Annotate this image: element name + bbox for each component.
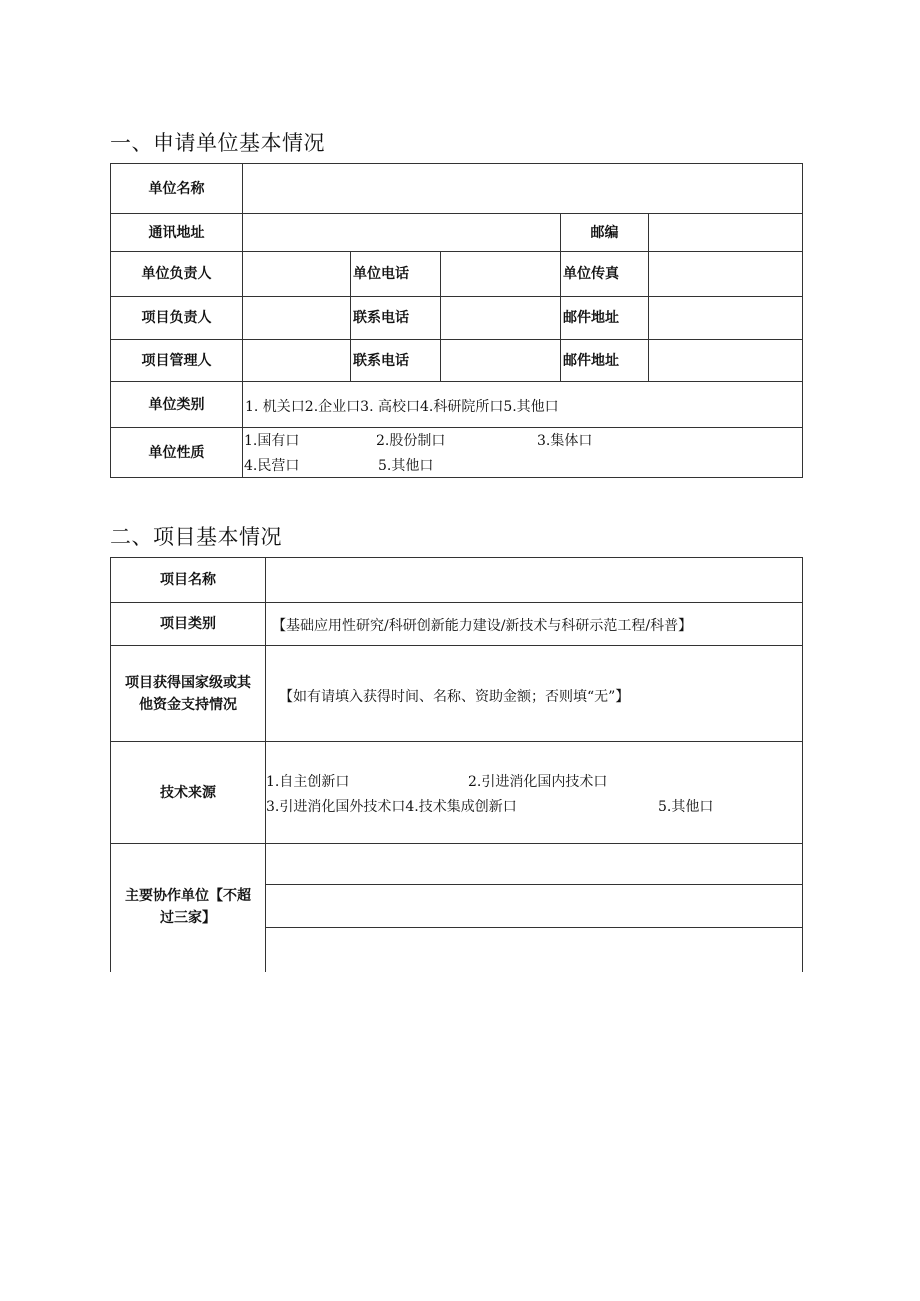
unit-phone-field[interactable] — [441, 252, 560, 296]
tech-source-option[interactable]: 3.引进消化国外技术口4.技术集成创新口 — [266, 799, 517, 815]
table1-line — [110, 477, 803, 478]
partners-label-line: 过三家】 — [160, 910, 216, 926]
partner-field[interactable] — [266, 844, 802, 884]
unit-nature-option[interactable]: 1.国有口 — [244, 433, 300, 449]
section2-title: 二、项目基本情况 — [110, 525, 282, 549]
table1-line — [350, 251, 351, 382]
project-head-field[interactable] — [243, 297, 350, 339]
partners-label-line: 主要协作单位【不超 — [125, 888, 251, 904]
project-manager-email-label: 邮件地址 — [563, 352, 619, 369]
unit-nature-option[interactable]: 3.集体口 — [537, 433, 593, 449]
project-name-label: 项目名称 — [160, 572, 216, 588]
tech-source-label: 技术来源 — [160, 784, 216, 801]
unit-head-field[interactable] — [243, 252, 350, 296]
unit-nature-option[interactable]: 4.民营口 — [244, 458, 300, 474]
address-field[interactable] — [243, 214, 560, 251]
partner-field[interactable] — [266, 885, 802, 927]
unit-category-label: 单位类别 — [148, 396, 205, 413]
section1-title: 一、申请单位基本情况 — [110, 131, 325, 155]
address-label: 通讯地址 — [148, 224, 205, 241]
unit-name-label: 单位名称 — [148, 180, 205, 197]
project-head-email-label: 邮件地址 — [563, 310, 619, 326]
project-head-phone-label: 联系电话 — [353, 310, 409, 326]
project-head-label: 项目负责人 — [141, 310, 212, 326]
project-manager-phone-field[interactable] — [441, 340, 560, 381]
project-name-field[interactable] — [266, 558, 802, 602]
project-head-phone-field[interactable] — [441, 297, 560, 339]
tech-source-option[interactable]: 1.自主创新口 — [266, 774, 350, 790]
unit-nature-label: 单位性质 — [148, 444, 205, 461]
table2-line — [802, 557, 803, 972]
tech-source-option[interactable]: 5.其他口 — [658, 799, 714, 815]
funding-value[interactable]: 【如有请填入获得时间、名称、资助金额；否则填“无”】 — [279, 689, 630, 705]
funding-label-line: 项目获得国家级或其 — [125, 674, 251, 691]
project-manager-email-field[interactable] — [649, 340, 802, 381]
unit-name-field[interactable] — [243, 164, 802, 213]
postcode-label: 邮编 — [590, 224, 619, 241]
unit-head-label: 单位负责人 — [141, 266, 212, 282]
partner-field[interactable] — [266, 928, 802, 972]
project-head-email-field[interactable] — [649, 297, 802, 339]
project-category-value[interactable]: 【基础应用性研究/科研创新能力建设/新技术与科研示范工程/科普】 — [272, 618, 693, 634]
project-manager-phone-label: 联系电话 — [353, 352, 409, 369]
funding-label — [111, 646, 265, 741]
unit-nature-option[interactable]: 2.股份制口 — [376, 433, 446, 449]
postcode-field[interactable] — [649, 214, 802, 251]
unit-fax-label: 单位传真 — [563, 266, 619, 282]
unit-phone-label: 单位电话 — [353, 266, 409, 282]
project-category-label: 项目类别 — [160, 616, 216, 632]
tech-source-option[interactable]: 2.引进消化国内技术口 — [468, 774, 608, 790]
table1-line — [802, 163, 803, 478]
unit-fax-field[interactable] — [649, 252, 802, 296]
project-manager-field[interactable] — [243, 340, 350, 381]
funding-label-line: 他资金支持情况 — [139, 696, 237, 713]
partners-label — [111, 844, 265, 972]
unit-category-options[interactable]: 1. 机关口2.企业口3. 高校口4.科研院所口5.其他口 — [245, 399, 559, 415]
unit-nature-option[interactable]: 5.其他口 — [378, 458, 434, 474]
project-manager-label: 项目管理人 — [141, 352, 212, 369]
